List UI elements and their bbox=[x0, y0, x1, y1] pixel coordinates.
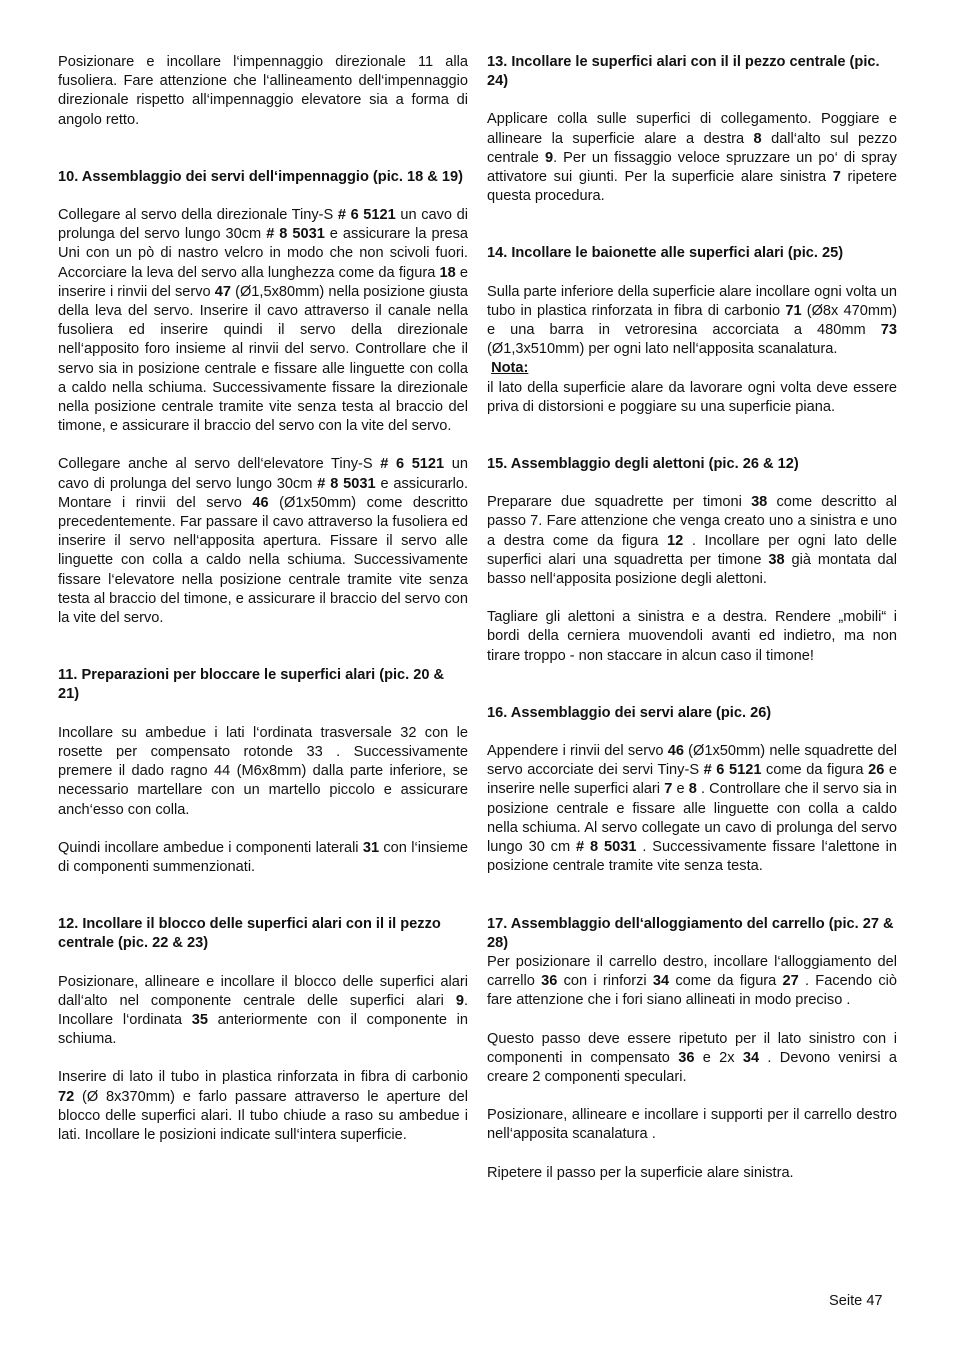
section-13-heading: 13. Incollare le superfici alari con il il pezzo centrale (pic. 24) bbox=[487, 54, 880, 90]
section-15-paragraph-1: Preparare due squadrette per timoni 38 come descritto al passo 7. Fare attenzione che venga creato uno a sinistra e uno a destra come da figura 12 . Incollare per ogni lato delle superfici alari una squadretta per timone 38 già montata dal basso nell‘apposita posizione degli alettoni. bbox=[487, 494, 898, 588]
section-10-paragraph-2: Collegare anche al servo dell‘elevatore Tiny-S # 6 5121 un cavo di prolunga del servo lungo 30cm # 8 5031 e assicurarlo. Montare i rinvii del servo 46 (Ø1x50mm) come descritto precedentemente. Far passare il cavo attraverso la fusoliera ed inserire il servo nell‘apposita apertura. Fissare il servo alle linguette con colla a caldo nella schiuma. Successivamente fissare l‘elevatore nella posizione centrale tramite vite senza testa al braccio del timone, e assicurare il braccio del servo con la vite del servo. bbox=[58, 456, 468, 627]
section-15-heading: 15. Assemblaggio degli alettoni (pic. 26 & 12) bbox=[487, 456, 799, 473]
section-12-heading: 12. Incollare il blocco delle superfici alari con il il pezzo centrale (pic. 22 & 23) bbox=[58, 916, 441, 952]
section-11-paragraph-2: Quindi incollare ambedue i componenti laterali 31 con l‘insieme di componenti summenzionati. bbox=[58, 839, 468, 875]
right-column bbox=[487, 53, 897, 1202]
section-14-paragraph-1: Sulla parte inferiore della superficie alare incollare ogni volta un tubo in plastica rinforzata in fibra di carbonio 71 (Ø8x 470mm) e una barra in vetroresina accorciata a 480mm 73 (Ø1,3x510mm) per ogni lato nell‘apposita scanalatura. bbox=[487, 283, 897, 358]
section-14-note: Nota: il lato della superficie alare da lavorare ogni volta deve essere priva di distorsioni e poggiare su una superficie piana. bbox=[487, 360, 897, 415]
section-17-paragraph-4: Ripetere il passo per la superficie alare sinistra. bbox=[487, 1164, 794, 1181]
section-15-paragraph-2: Tagliare gli alettoni a sinistra e a destra. Rendere „mobili“ i bordi della cerniera muovendoli avanti ed indietro, ma non tirare troppo - non staccare in alcun caso il timone! bbox=[487, 609, 897, 664]
section-16-paragraph-1: Appendere i rinvii del servo 46 (Ø1x50mm) nelle squadrette del servo accorciate dei servi Tiny-S # 6 5121 come da figura 26 e inserire nelle superfici alari 7 e 8 . Controllare che il servo sia in posizione centrale e fissare alle linguette con colla a caldo nella schiuma. Al servo collegate un cavo di prolunga del servo lungo 30 cm # 8 5031 . Successivamente fissare l‘alettone in posizione centrale tramite vite senza testa. bbox=[487, 743, 898, 875]
left-column bbox=[58, 53, 468, 1164]
section-10-paragraph-1: Collegare al servo della direzionale Tiny-S # 6 5121 un cavo di prolunga del servo lungo 30cm # 8 5031 e assicurare la presa Uni con un pò di nastro velcro in modo che non scivoli fuori. Accorciare la leva del servo alla lunghezza come da figura 18 e inserire i rinvii del servo 47 (Ø1,5x80mm) nella posizione giusta della leva del servo. Inserire il cavo attraverso il canale nella fusoliera ed inserire quindi il servo della direzionale nell‘apposito foro insieme al rinvii del servo. Controllare che il servo sia in posizione centrale e fissare alle linguette con colla a caldo nella schiuma. Successivamente fissare la direzionale nella posizione centrale tramite vite senza testa al braccio del timone, e assicurare il braccio del servo con la vite del servo. bbox=[58, 207, 469, 435]
section-12-paragraph-1: Posizionare, allineare e incollare il blocco delle superfici alari dall‘alto nel componente centrale delle superfici alari 9. Incollare l‘ordinata 35 anteriormente con il componente in schiuma. bbox=[58, 973, 468, 1048]
section-13-paragraph-1: Applicare colla sulle superfici di collegamento. Poggiare e allineare la superficie alare a destra 8 dall‘alto sul pezzo centrale 9. Per un fissaggio veloce spruzzare un po‘ di spray attivatore sui giunti. Per la superficie alare sinistra 7 ripetere questa procedura. bbox=[487, 111, 897, 205]
section-17-paragraph-3: Posizionare, allineare e incollare i supporti per il carrello destro nell‘apposita scanalatura . bbox=[487, 1107, 897, 1143]
section-17-heading: 17. Assemblaggio dell‘alloggiamento del carrello (pic. 27 & 28) bbox=[487, 915, 894, 951]
section-17-paragraph-1: Per posizionare il carrello destro, incollare l‘alloggiamento del carrello 36 con i rinforzi 34 come da figura 27 . Facendo ciò fare attenzione che i fori siano allineati in modo preciso . bbox=[487, 953, 898, 1009]
intro-paragraph: Posizionare e incollare l‘impennaggio direzionale 11 alla fusoliera. Fare attenzione che l‘allineamento dell‘impennaggio direzionale rispetto all‘impennaggio elevatore sia a forma di angolo retto. bbox=[58, 54, 468, 128]
section-12-paragraph-2: Inserire di lato il tubo in plastica rinforzata in fibra di carbonio 72 (Ø 8x370mm) e farlo passare attraverso le aperture del blocco delle superfici alari. Il tubo chiude a raso su ambedue i lati. Incollare le posizioni indicate sull‘intera superficie. bbox=[58, 1069, 468, 1143]
section-11-paragraph-1: Incollare su ambedue i lati l‘ordinata trasversale 32 con le rosette per compensato rotonde 33 . Successivamente premere il dado ragno 44 (M6x8mm) dalla parte inferiore, se necessario martellare con un martello piccolo e assicurare anch‘esso con colla. bbox=[58, 724, 468, 818]
note-label: Nota: bbox=[491, 360, 529, 377]
section-14-heading: 14. Incollare le baionette alle superfici alari (pic. 25) bbox=[487, 245, 844, 262]
page-number: Seite 47 bbox=[829, 1293, 883, 1309]
section-16-heading: 16. Assemblaggio dei servi alare (pic. 26) bbox=[487, 704, 772, 721]
section-11-heading: 11. Preparazioni per bloccare le superfici alari (pic. 20 & 21) bbox=[58, 667, 445, 703]
section-10-heading: 10. Assemblaggio dei servi dell‘impennaggio (pic. 18 & 19) bbox=[58, 168, 463, 185]
section-17-paragraph-2: Questo passo deve essere ripetuto per il lato sinistro con i componenti in compensato 36 e 2x 34 . Devono venirsi a creare 2 componenti speculari. bbox=[487, 1030, 897, 1085]
